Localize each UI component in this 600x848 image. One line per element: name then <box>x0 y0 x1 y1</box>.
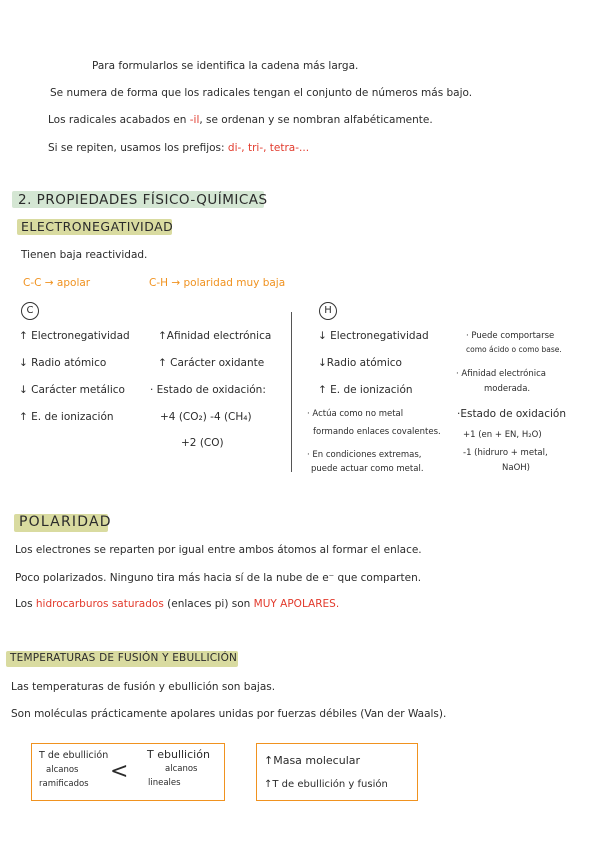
box1-left-2: alcanos <box>46 765 79 775</box>
hydrogen-prop-3: ↑ E. de ionización <box>318 384 413 396</box>
muy-apolares: MUY APOLARES. <box>253 598 340 610</box>
hydrogen-note-1a: · Actúa como no metal <box>307 409 404 419</box>
hydrogen-oxidation-2a: -1 (hidruro + metal, <box>463 448 548 458</box>
intro-line-1: Para formularlos se identifica la cadena más larga. <box>92 60 359 72</box>
carbon-oxidation-2: +2 (CO) <box>181 437 224 449</box>
less-than-symbol: < <box>110 759 129 784</box>
hydrogen-note-3a: · Puede comportarse <box>466 331 555 341</box>
carbon-symbol: C <box>21 302 39 320</box>
carbon-prop-3: ↓ Carácter metálico <box>19 384 125 396</box>
intro-line-3-b: , se ordenan y se nombran alfabéticamente. <box>199 114 433 126</box>
box1-left-3: ramificados <box>39 779 89 789</box>
hydrogen-note-2a: · En condiciones extremas, <box>307 450 422 460</box>
temperaturas-line-1: Las temperaturas de fusión y ebullición son bajas. <box>11 681 276 693</box>
polaridad-line-3-a: Los <box>15 598 33 610</box>
carbon-prop-5: ↑Afinidad electrónica <box>158 330 272 342</box>
carbon-prop-1: ↑ Electronegatividad <box>19 330 130 342</box>
intro-line-4-prefixes: di-, tri-, tetra-... <box>227 142 310 154</box>
carbon-oxidation-title: · Estado de oxidación: <box>150 384 266 396</box>
polaridad-line-3 <box>15 598 339 611</box>
electro-title: ELECTRONEGATIVIDAD <box>21 219 174 234</box>
hydrogen-prop-1: ↓ Electronegatividad <box>318 330 429 342</box>
column-divider <box>291 312 292 472</box>
temperaturas-title: TEMPERATURAS DE FUSIÓN Y EBULLICIÓN <box>10 652 238 664</box>
hydrogen-symbol: H <box>319 302 337 320</box>
intro-line-4-a: Si se repiten, usamos los prefijos: <box>48 142 225 154</box>
section2-title: 2. PROPIEDADES FÍSICO-QUÍMICAS <box>18 192 268 208</box>
carbon-oxidation-1: +4 (CO₂) -4 (CH₄) <box>160 411 252 423</box>
intro-line-3 <box>48 114 433 127</box>
hydrogen-oxidation-2b: NaOH) <box>502 463 530 473</box>
hydrogen-prop-2: ↓Radio atómico <box>318 357 402 369</box>
hydrogen-note-4a: · Afinidad electrónica <box>456 369 546 379</box>
boiling-comparison-box <box>31 743 225 801</box>
hydrogen-note-2b: puede actuar como metal. <box>311 464 424 474</box>
hydrogen-oxidation-1: +1 (en + EN, H₂O) <box>463 430 542 440</box>
intro-line-3-a: Los radicales acabados en <box>48 114 187 126</box>
polaridad-line-1: Los electrones se reparten por igual entre ambos átomos al formar el enlace. <box>15 544 422 556</box>
box1-right-3: lineales <box>148 778 181 788</box>
box2-line-1: ↑Masa molecular <box>264 754 361 767</box>
hydrogen-note-3b: como ácido o como base. <box>466 345 562 354</box>
hidrocarburos-saturados: hidrocarburos saturados <box>35 598 164 610</box>
hydrogen-oxidation-title: ·Estado de oxidación <box>457 408 566 420</box>
intro-line-2: Se numera de forma que los radicales tengan el conjunto de números más bajo. <box>50 87 473 99</box>
intro-line-4 <box>48 142 309 155</box>
box1-left-1: T de ebullición <box>39 750 109 761</box>
hydrogen-note-1b: formando enlaces covalentes. <box>313 427 441 437</box>
polaridad-line-2: Poco polarizados. Ninguno tira más hacia sí de la nube de e⁻ que comparten. <box>15 572 422 584</box>
intro-line-3-suffix: -il <box>189 114 200 126</box>
carbon-prop-2: ↓ Radio atómico <box>19 357 107 369</box>
box2-line-2: ↑T de ebullición y fusión <box>264 779 388 790</box>
box1-right-1: T ebullición <box>147 748 210 761</box>
temperaturas-line-2: Son moléculas prácticamente apolares unidas por fuerzas débiles (Van der Waals). <box>11 708 447 720</box>
carbon-prop-6: ↑ Carácter oxidante <box>158 357 265 369</box>
box1-right-2: alcanos <box>165 764 198 774</box>
hydrogen-note-4b: moderada. <box>484 384 531 394</box>
cc-bond: C-C → apolar <box>23 277 91 289</box>
electro-intro: Tienen baja reactividad. <box>21 249 148 261</box>
ch-bond: C-H → polaridad muy baja <box>149 277 286 289</box>
molecular-mass-box <box>256 743 418 801</box>
carbon-prop-4: ↑ E. de ionización <box>19 411 114 423</box>
polaridad-title: POLARIDAD <box>19 514 112 530</box>
polaridad-line-3-b: (enlaces pi) son <box>167 598 251 610</box>
